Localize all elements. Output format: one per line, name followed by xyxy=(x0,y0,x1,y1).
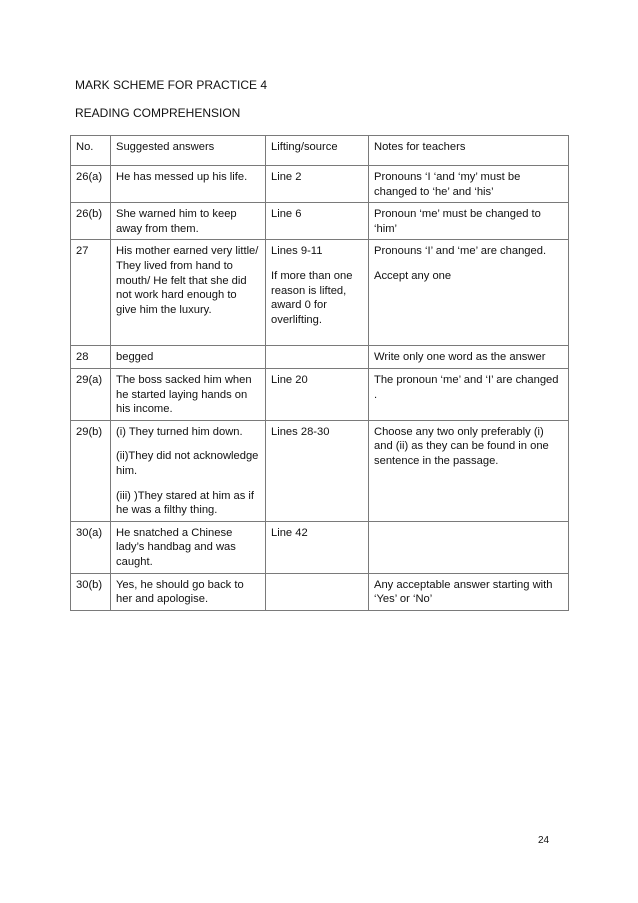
column-header-no: No. xyxy=(71,136,111,166)
cell-source-text: Lines 28-30 xyxy=(271,425,330,438)
cell-source-text: Line 20 xyxy=(271,373,308,386)
cell-answer-text: (i) They turned him down. xyxy=(116,425,243,438)
table-row xyxy=(71,203,569,240)
cell-notes xyxy=(369,203,569,240)
cell-source-text: Line 42 xyxy=(271,526,308,539)
table-row xyxy=(71,240,569,346)
cell-answer-text: The boss sacked him when he started laying hands on his income. xyxy=(116,373,252,416)
question-number: 29(a) xyxy=(76,373,103,386)
cell-answer xyxy=(111,240,266,346)
cell-answer-text: begged xyxy=(116,351,154,364)
cell-no xyxy=(71,573,111,610)
question-number: 30(a) xyxy=(76,526,103,539)
cell-source-text: Lines 9-11 xyxy=(271,245,323,258)
cell-source xyxy=(266,240,369,346)
cell-source xyxy=(266,573,369,610)
cell-notes-text: Choose any two only preferably (i) and (ii) as they can be found in one sentence in the passage. xyxy=(374,425,549,467)
mark-scheme-table xyxy=(70,135,569,611)
cell-notes-text: The pronoun ‘me’ and ‘I’ are changed . xyxy=(374,373,559,401)
cell-no xyxy=(71,368,111,420)
cell-answer-text: He snatched a Chinese lady’s handbag and was caught. xyxy=(116,526,236,568)
cell-notes-text: Write only one word as the answer xyxy=(374,351,546,364)
table-row xyxy=(71,368,569,420)
cell-source xyxy=(266,521,369,573)
document-subtitle: READING COMPREHENSION xyxy=(75,106,241,120)
cell-answer xyxy=(111,573,266,610)
question-number: 26(b) xyxy=(76,208,103,221)
cell-notes xyxy=(369,240,569,346)
cell-answer-text: (ii)They did not acknowledge him. xyxy=(116,450,259,477)
table-row xyxy=(71,573,569,610)
cell-notes-text: Pronouns ‘I’ and ‘me’ are changed. xyxy=(374,245,547,258)
cell-notes xyxy=(369,420,569,521)
cell-notes-text: Accept any one xyxy=(374,269,452,282)
document-title: MARK SCHEME FOR PRACTICE 4 xyxy=(75,78,268,92)
cell-no xyxy=(71,420,111,521)
cell-no xyxy=(71,203,111,240)
table-row xyxy=(71,166,569,203)
cell-notes xyxy=(369,521,569,573)
column-header-source: Lifting/source xyxy=(266,136,369,166)
cell-notes-text: Pronoun ‘me’ must be changed to ‘him’ xyxy=(374,208,541,235)
cell-no xyxy=(71,240,111,346)
cell-no xyxy=(71,346,111,369)
cell-answer-text: He has messed up his life. xyxy=(116,171,248,183)
cell-answer xyxy=(111,420,266,521)
cell-no xyxy=(71,521,111,573)
cell-source xyxy=(266,166,369,203)
cell-answer-text: His mother earned very little/ They lived from hand to mouth/ He felt that she did not work hard enough to give him the luxury. xyxy=(116,245,259,316)
column-header-answers: Suggested answers xyxy=(111,136,266,166)
cell-notes-text: Any acceptable answer starting with ‘Yes’ or ‘No’ xyxy=(374,578,553,606)
question-number: 29(b) xyxy=(76,425,103,438)
question-number: 30(b) xyxy=(76,578,103,591)
table-header-row xyxy=(71,136,569,166)
cell-source-text: If more than one reason is lifted, award 0 for overlifting. xyxy=(271,269,353,326)
table-row xyxy=(71,346,569,369)
table-row xyxy=(71,420,569,521)
cell-answer xyxy=(111,368,266,420)
cell-no xyxy=(71,166,111,203)
cell-notes-text: Pronouns ‘I ‘and ‘my’ must be changed to ‘he’ and ‘his’ xyxy=(374,171,521,198)
cell-answer-text: She warned him to keep away from them. xyxy=(116,208,237,235)
column-header-notes: Notes for teachers xyxy=(369,136,569,166)
cell-source-text: Line 6 xyxy=(271,208,302,221)
cell-source xyxy=(266,368,369,420)
cell-answer xyxy=(111,346,266,369)
cell-answer xyxy=(111,203,266,240)
cell-notes xyxy=(369,166,569,203)
cell-notes xyxy=(369,368,569,420)
cell-answer xyxy=(111,521,266,573)
cell-answer-text: (iii) )They stared at him as if he was a filthy thing. xyxy=(116,489,255,517)
cell-source xyxy=(266,420,369,521)
page-number: 24 xyxy=(538,835,550,846)
question-number: 26(a) xyxy=(76,171,103,183)
cell-answer-text: Yes, he should go back to her and apologise. xyxy=(116,578,244,606)
cell-source xyxy=(266,346,369,369)
cell-notes xyxy=(369,573,569,610)
cell-source-text: Line 2 xyxy=(271,171,302,183)
cell-notes xyxy=(369,346,569,369)
cell-source xyxy=(266,203,369,240)
table-row xyxy=(71,521,569,573)
question-number: 27 xyxy=(76,245,89,258)
cell-answer xyxy=(111,166,266,203)
question-number: 28 xyxy=(76,351,89,364)
